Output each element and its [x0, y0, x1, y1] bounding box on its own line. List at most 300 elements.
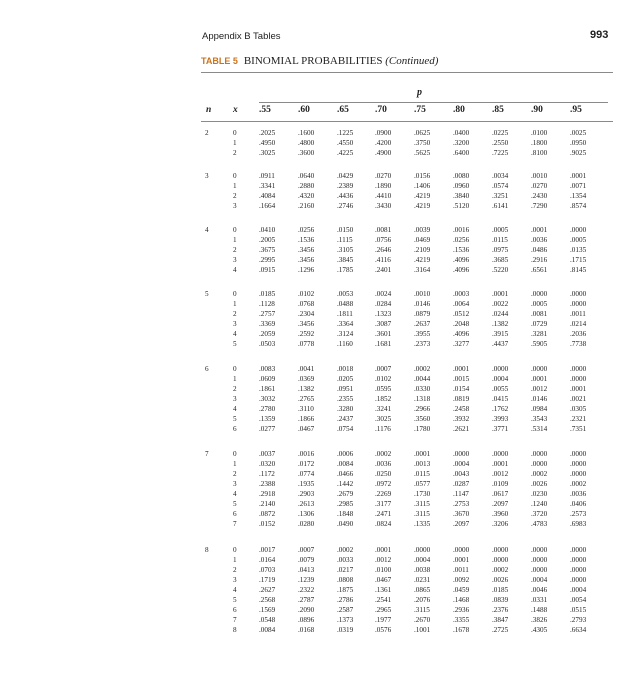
- probability-cell: .1296: [298, 266, 315, 274]
- probability-cell: .0004: [453, 460, 470, 468]
- probability-cell: .0410: [259, 226, 276, 234]
- probability-cell: .0305: [570, 405, 587, 413]
- x-value: 3: [233, 395, 237, 403]
- probability-cell: .6983: [570, 520, 587, 528]
- probability-cell: .1848: [337, 510, 354, 518]
- probability-cell: .0064: [453, 300, 470, 308]
- probability-cell: .0007: [375, 365, 392, 373]
- probability-cell: .0000: [453, 546, 470, 554]
- probability-cell: .3456: [298, 320, 315, 328]
- probability-cell: .3115: [414, 606, 430, 614]
- n-value: 2: [205, 129, 209, 137]
- x-value: 2: [233, 310, 237, 318]
- probability-cell: .0011: [570, 310, 586, 318]
- probability-cell: .2936: [453, 606, 470, 614]
- probability-cell: .0459: [453, 586, 470, 594]
- x-value: 3: [233, 320, 237, 328]
- probability-cell: .0000: [531, 450, 548, 458]
- probability-cell: .1536: [453, 246, 470, 254]
- probability-cell: .2966: [414, 405, 431, 413]
- probability-cell: .0872: [259, 510, 276, 518]
- p-column-header: .95: [570, 105, 582, 115]
- p-column-header: .60: [298, 105, 310, 115]
- x-value: 0: [233, 365, 237, 373]
- probability-cell: .3771: [492, 425, 509, 433]
- probability-cell: .0017: [259, 546, 276, 554]
- probability-cell: .3355: [453, 616, 470, 624]
- probability-cell: .4305: [531, 626, 548, 634]
- probability-cell: .0026: [492, 576, 509, 584]
- probability-cell: .0000: [492, 365, 509, 373]
- probability-cell: .2388: [259, 480, 276, 488]
- probability-cell: .0808: [337, 576, 354, 584]
- probability-cell: .0044: [414, 375, 431, 383]
- probability-cell: .0466: [337, 470, 354, 478]
- probability-cell: .0033: [337, 556, 354, 564]
- probability-cell: .2592: [298, 330, 315, 338]
- probability-cell: .3115: [414, 500, 430, 508]
- probability-cell: .0205: [337, 375, 354, 383]
- probability-cell: .1866: [298, 415, 315, 423]
- probability-cell: .2373: [414, 340, 431, 348]
- x-value: 0: [233, 172, 237, 180]
- p-column-header: .55: [259, 105, 271, 115]
- n-value: 8: [205, 546, 209, 554]
- probability-cell: .0001: [570, 385, 587, 393]
- probability-cell: .2376: [492, 606, 509, 614]
- probability-cell: .2059: [259, 330, 276, 338]
- probability-cell: .0156: [414, 172, 431, 180]
- probability-cell: .0002: [492, 566, 509, 574]
- probability-cell: .4200: [375, 139, 392, 147]
- probability-cell: .4116: [375, 256, 391, 264]
- x-value: 6: [233, 606, 237, 614]
- probability-cell: .0012: [531, 385, 548, 393]
- probability-cell: .1128: [259, 300, 275, 308]
- probability-cell: .2903: [298, 490, 315, 498]
- probability-cell: .0006: [337, 450, 354, 458]
- probability-cell: .0036: [375, 460, 392, 468]
- probability-cell: .3369: [259, 320, 276, 328]
- probability-cell: .0319: [337, 626, 354, 634]
- probability-cell: .3993: [492, 415, 509, 423]
- probability-cell: .1239: [298, 576, 315, 584]
- probability-cell: .0084: [259, 626, 276, 634]
- probability-cell: .3543: [531, 415, 548, 423]
- probability-cell: .0000: [492, 450, 509, 458]
- probability-cell: .1600: [298, 129, 315, 137]
- probability-cell: .0022: [492, 300, 509, 308]
- probability-cell: .1762: [492, 405, 509, 413]
- probability-cell: .0231: [414, 576, 431, 584]
- probability-cell: .0488: [337, 300, 354, 308]
- probability-cell: .3670: [453, 510, 470, 518]
- probability-cell: .0595: [375, 385, 392, 393]
- probability-cell: .0609: [259, 375, 276, 383]
- x-value: 4: [233, 586, 237, 594]
- probability-cell: .2048: [453, 320, 470, 328]
- probability-cell: .2787: [298, 596, 315, 604]
- probability-cell: .0024: [375, 290, 392, 298]
- probability-cell: .0950: [570, 139, 587, 147]
- x-value: 5: [233, 596, 237, 604]
- x-value: 0: [233, 226, 237, 234]
- probability-cell: .1681: [375, 340, 392, 348]
- probability-cell: .3087: [375, 320, 392, 328]
- probability-cell: .3277: [453, 340, 470, 348]
- probability-cell: .0000: [570, 546, 587, 554]
- probability-cell: .0256: [453, 236, 470, 244]
- probability-cell: .0270: [531, 182, 548, 190]
- probability-cell: .0754: [337, 425, 354, 433]
- probability-cell: .0369: [298, 375, 315, 383]
- probability-cell: .0079: [298, 556, 315, 564]
- probability-cell: .0824: [375, 520, 392, 528]
- probability-cell: .0486: [531, 246, 548, 254]
- probability-cell: .2430: [531, 192, 548, 200]
- probability-cell: .5625: [414, 149, 431, 157]
- probability-cell: .7290: [531, 202, 548, 210]
- probability-cell: .1569: [259, 606, 276, 614]
- probability-cell: .1719: [259, 576, 276, 584]
- probability-cell: .3915: [492, 330, 509, 338]
- probability-cell: .0001: [492, 290, 509, 298]
- probability-cell: .4783: [531, 520, 548, 528]
- probability-cell: .0469: [414, 236, 431, 244]
- probability-cell: .0004: [570, 586, 587, 594]
- probability-cell: .2458: [453, 405, 470, 413]
- probability-cell: .0010: [414, 290, 431, 298]
- probability-cell: .0000: [570, 300, 587, 308]
- probability-cell: .2765: [298, 395, 315, 403]
- probability-cell: .0043: [453, 470, 470, 478]
- n-value: 3: [205, 172, 209, 180]
- x-value: 4: [233, 330, 237, 338]
- x-value: 1: [233, 182, 237, 190]
- probability-cell: .1382: [492, 320, 509, 328]
- probability-cell: .1172: [259, 470, 275, 478]
- probability-cell: .2568: [259, 596, 276, 604]
- probability-cell: .0000: [570, 556, 587, 564]
- probability-cell: .0000: [492, 546, 509, 554]
- n-value: 6: [205, 365, 209, 373]
- probability-cell: .2880: [298, 182, 315, 190]
- probability-cell: .0000: [531, 290, 548, 298]
- probability-cell: .0041: [298, 365, 315, 373]
- n-value: 4: [205, 226, 209, 234]
- probability-cell: .0039: [414, 226, 431, 234]
- probability-cell: .3720: [531, 510, 548, 518]
- probability-cell: .0109: [492, 480, 509, 488]
- probability-cell: .0413: [298, 566, 315, 574]
- probability-cell: .6141: [492, 202, 509, 210]
- probability-cell: .3110: [298, 405, 314, 413]
- probability-cell: .7351: [570, 425, 587, 433]
- probability-cell: .3601: [375, 330, 392, 338]
- probability-cell: .0225: [492, 129, 509, 137]
- probability-cell: .2355: [337, 395, 354, 403]
- probability-cell: .2437: [337, 415, 354, 423]
- probability-cell: .0012: [375, 556, 392, 564]
- probability-cell: .3105: [337, 246, 354, 254]
- probability-cell: .3840: [453, 192, 470, 200]
- probability-cell: .0084: [337, 460, 354, 468]
- probability-cell: .2679: [337, 490, 354, 498]
- probability-cell: .2076: [414, 596, 431, 604]
- probability-cell: .1373: [337, 616, 354, 624]
- x-value: 0: [233, 290, 237, 298]
- x-value: 3: [233, 256, 237, 264]
- x-value: 6: [233, 425, 237, 433]
- probability-cell: .0000: [492, 556, 509, 564]
- probability-cell: .0000: [531, 566, 548, 574]
- probability-cell: .1335: [414, 520, 431, 528]
- probability-cell: .0512: [453, 310, 470, 318]
- probability-cell: .1001: [414, 626, 431, 634]
- probability-cell: .2780: [259, 405, 276, 413]
- probability-cell: .0005: [531, 300, 548, 308]
- probability-cell: .0001: [570, 172, 587, 180]
- probability-cell: .7738: [570, 340, 587, 348]
- x-value: 2: [233, 566, 237, 574]
- probability-cell: .2995: [259, 256, 276, 264]
- p-column-header: .80: [453, 105, 465, 115]
- probability-cell: .3955: [414, 330, 431, 338]
- probability-cell: .4550: [337, 139, 354, 147]
- probability-cell: .0503: [259, 340, 276, 348]
- probability-cell: .0429: [337, 172, 354, 180]
- table-continued-note: (Continued): [385, 55, 439, 67]
- p-column-header: .75: [414, 105, 426, 115]
- probability-cell: .0000: [570, 470, 587, 478]
- x-value: 6: [233, 510, 237, 518]
- probability-cell: .0054: [570, 596, 587, 604]
- probability-cell: .0034: [492, 172, 509, 180]
- probability-cell: .3826: [531, 616, 548, 624]
- probability-cell: .2573: [570, 510, 587, 518]
- probability-cell: .0865: [414, 586, 431, 594]
- probability-cell: .1678: [453, 626, 470, 634]
- probability-cell: .3675: [259, 246, 276, 254]
- probability-cell: .0011: [453, 566, 469, 574]
- probability-cell: .0002: [375, 450, 392, 458]
- probability-cell: .0617: [492, 490, 509, 498]
- probability-cell: .2269: [375, 490, 392, 498]
- probability-cell: .3932: [453, 415, 470, 423]
- probability-cell: .1240: [531, 500, 548, 508]
- probability-cell: .6634: [570, 626, 587, 634]
- x-value: 0: [233, 546, 237, 554]
- probability-cell: .6561: [531, 266, 548, 274]
- n-value: 7: [205, 450, 209, 458]
- probability-cell: .4900: [375, 149, 392, 157]
- probability-cell: .2304: [298, 310, 315, 318]
- probability-cell: .0080: [453, 172, 470, 180]
- probability-cell: .2587: [337, 606, 354, 614]
- probability-cell: .4950: [259, 139, 276, 147]
- x-value: 7: [233, 616, 237, 624]
- probability-cell: .1176: [375, 425, 391, 433]
- probability-cell: .1306: [298, 510, 315, 518]
- probability-cell: .0490: [337, 520, 354, 528]
- probability-cell: .2097: [453, 520, 470, 528]
- probability-cell: .0053: [337, 290, 354, 298]
- probability-cell: .4096: [453, 256, 470, 264]
- x-value: 4: [233, 405, 237, 413]
- probability-cell: .1225: [337, 129, 354, 137]
- probability-cell: .0016: [298, 450, 315, 458]
- probability-cell: .0000: [570, 460, 587, 468]
- probability-cell: .0839: [492, 596, 509, 604]
- probability-cell: .0005: [492, 226, 509, 234]
- probability-cell: .0135: [570, 246, 587, 254]
- probability-cell: .2613: [298, 500, 315, 508]
- probability-cell: .0115: [414, 470, 430, 478]
- probability-cell: .1780: [414, 425, 431, 433]
- x-value: 2: [233, 149, 237, 157]
- probability-cell: .0013: [414, 460, 431, 468]
- x-value: 5: [233, 500, 237, 508]
- probability-cell: .0879: [414, 310, 431, 318]
- probability-cell: .0100: [375, 566, 392, 574]
- probability-cell: .0548: [259, 616, 276, 624]
- probability-cell: .0012: [492, 470, 509, 478]
- probability-cell: .1800: [531, 139, 548, 147]
- x-value: 5: [233, 340, 237, 348]
- probability-cell: .0026: [531, 480, 548, 488]
- probability-cell: .7225: [492, 149, 509, 157]
- probability-cell: .3845: [337, 256, 354, 264]
- probability-cell: .1468: [453, 596, 470, 604]
- probability-cell: .2109: [414, 246, 431, 254]
- probability-cell: .3025: [375, 415, 392, 423]
- x-value: 2: [233, 192, 237, 200]
- probability-cell: .3115: [414, 510, 430, 518]
- probability-cell: .0015: [453, 375, 470, 383]
- probability-cell: .2646: [375, 246, 392, 254]
- probability-cell: .4084: [259, 192, 276, 200]
- probability-cell: .2321: [570, 415, 587, 423]
- probability-cell: .0001: [531, 226, 548, 234]
- probability-cell: .0172: [298, 460, 315, 468]
- probability-cell: .0002: [337, 546, 354, 554]
- probability-cell: .0331: [531, 596, 548, 604]
- probability-cell: .0000: [570, 566, 587, 574]
- probability-cell: .0001: [375, 546, 392, 554]
- x-value: 5: [233, 415, 237, 423]
- probability-cell: .0146: [531, 395, 548, 403]
- probability-cell: .2746: [337, 202, 354, 210]
- x-value: 2: [233, 385, 237, 393]
- probability-cell: .0000: [570, 365, 587, 373]
- probability-cell: .1890: [375, 182, 392, 190]
- probability-cell: .3685: [492, 256, 509, 264]
- probability-cell: .2322: [298, 586, 315, 594]
- probability-cell: .0975: [492, 246, 509, 254]
- probability-cell: .4219: [414, 202, 431, 210]
- probability-cell: .4320: [298, 192, 315, 200]
- probability-cell: .1354: [570, 192, 587, 200]
- probability-cell: .0164: [259, 556, 276, 564]
- probability-cell: .0467: [298, 425, 315, 433]
- probability-cell: .1406: [414, 182, 431, 190]
- probability-cell: .0467: [375, 576, 392, 584]
- probability-cell: .0778: [298, 340, 315, 348]
- probability-cell: .0102: [375, 375, 392, 383]
- probability-cell: .0000: [531, 556, 548, 564]
- probability-cell: .1875: [337, 586, 354, 594]
- probability-cell: .2918: [259, 490, 276, 498]
- probability-cell: .0244: [492, 310, 509, 318]
- probability-cell: .3430: [375, 202, 392, 210]
- probability-cell: .0004: [414, 556, 431, 564]
- probability-cell: .1323: [375, 310, 392, 318]
- probability-cell: .0000: [570, 576, 587, 584]
- probability-cell: .0071: [570, 182, 587, 190]
- probability-cell: .4437: [492, 340, 509, 348]
- probability-cell: .0152: [259, 520, 276, 528]
- probability-cell: .0003: [453, 290, 470, 298]
- probability-cell: .1977: [375, 616, 392, 624]
- probability-cell: .0000: [531, 460, 548, 468]
- probability-cell: .5314: [531, 425, 548, 433]
- probability-cell: .0185: [259, 290, 276, 298]
- probability-cell: .4800: [298, 139, 315, 147]
- probability-cell: .2965: [375, 606, 392, 614]
- probability-cell: .0217: [337, 566, 354, 574]
- probability-cell: .2637: [414, 320, 431, 328]
- probability-cell: .0819: [453, 395, 470, 403]
- probability-cell: .0280: [298, 520, 315, 528]
- probability-cell: .0007: [298, 546, 315, 554]
- probability-cell: .1115: [337, 236, 353, 244]
- probability-cell: .2389: [337, 182, 354, 190]
- probability-cell: .0021: [570, 395, 587, 403]
- x-value: 4: [233, 490, 237, 498]
- probability-cell: .2036: [570, 330, 587, 338]
- probability-cell: .5120: [453, 202, 470, 210]
- x-value: 4: [233, 266, 237, 274]
- probability-cell: .0055: [492, 385, 509, 393]
- probability-cell: .0000: [531, 546, 548, 554]
- probability-cell: .1359: [259, 415, 276, 423]
- probability-cell: .6400: [453, 149, 470, 157]
- probability-cell: .0284: [375, 300, 392, 308]
- probability-cell: .2627: [259, 586, 276, 594]
- probability-cell: .0250: [375, 470, 392, 478]
- probability-cell: .2786: [337, 596, 354, 604]
- probability-cell: .1536: [298, 236, 315, 244]
- probability-cell: .0025: [570, 129, 587, 137]
- x-value: 2: [233, 246, 237, 254]
- probability-cell: .0000: [531, 365, 548, 373]
- probability-cell: .0018: [337, 365, 354, 373]
- x-value: 3: [233, 576, 237, 584]
- probability-cell: .0703: [259, 566, 276, 574]
- probability-cell: .0002: [414, 365, 431, 373]
- probability-cell: .8145: [570, 266, 587, 274]
- probability-cell: .3200: [453, 139, 470, 147]
- probability-cell: .0081: [375, 226, 392, 234]
- probability-cell: .0001: [453, 556, 470, 564]
- probability-cell: .1361: [375, 586, 392, 594]
- x-value: 7: [233, 520, 237, 528]
- probability-cell: .3960: [492, 510, 509, 518]
- probability-cell: .0330: [414, 385, 431, 393]
- probability-cell: .0270: [375, 172, 392, 180]
- probability-cell: .0038: [414, 566, 431, 574]
- probability-cell: .4225: [337, 149, 354, 157]
